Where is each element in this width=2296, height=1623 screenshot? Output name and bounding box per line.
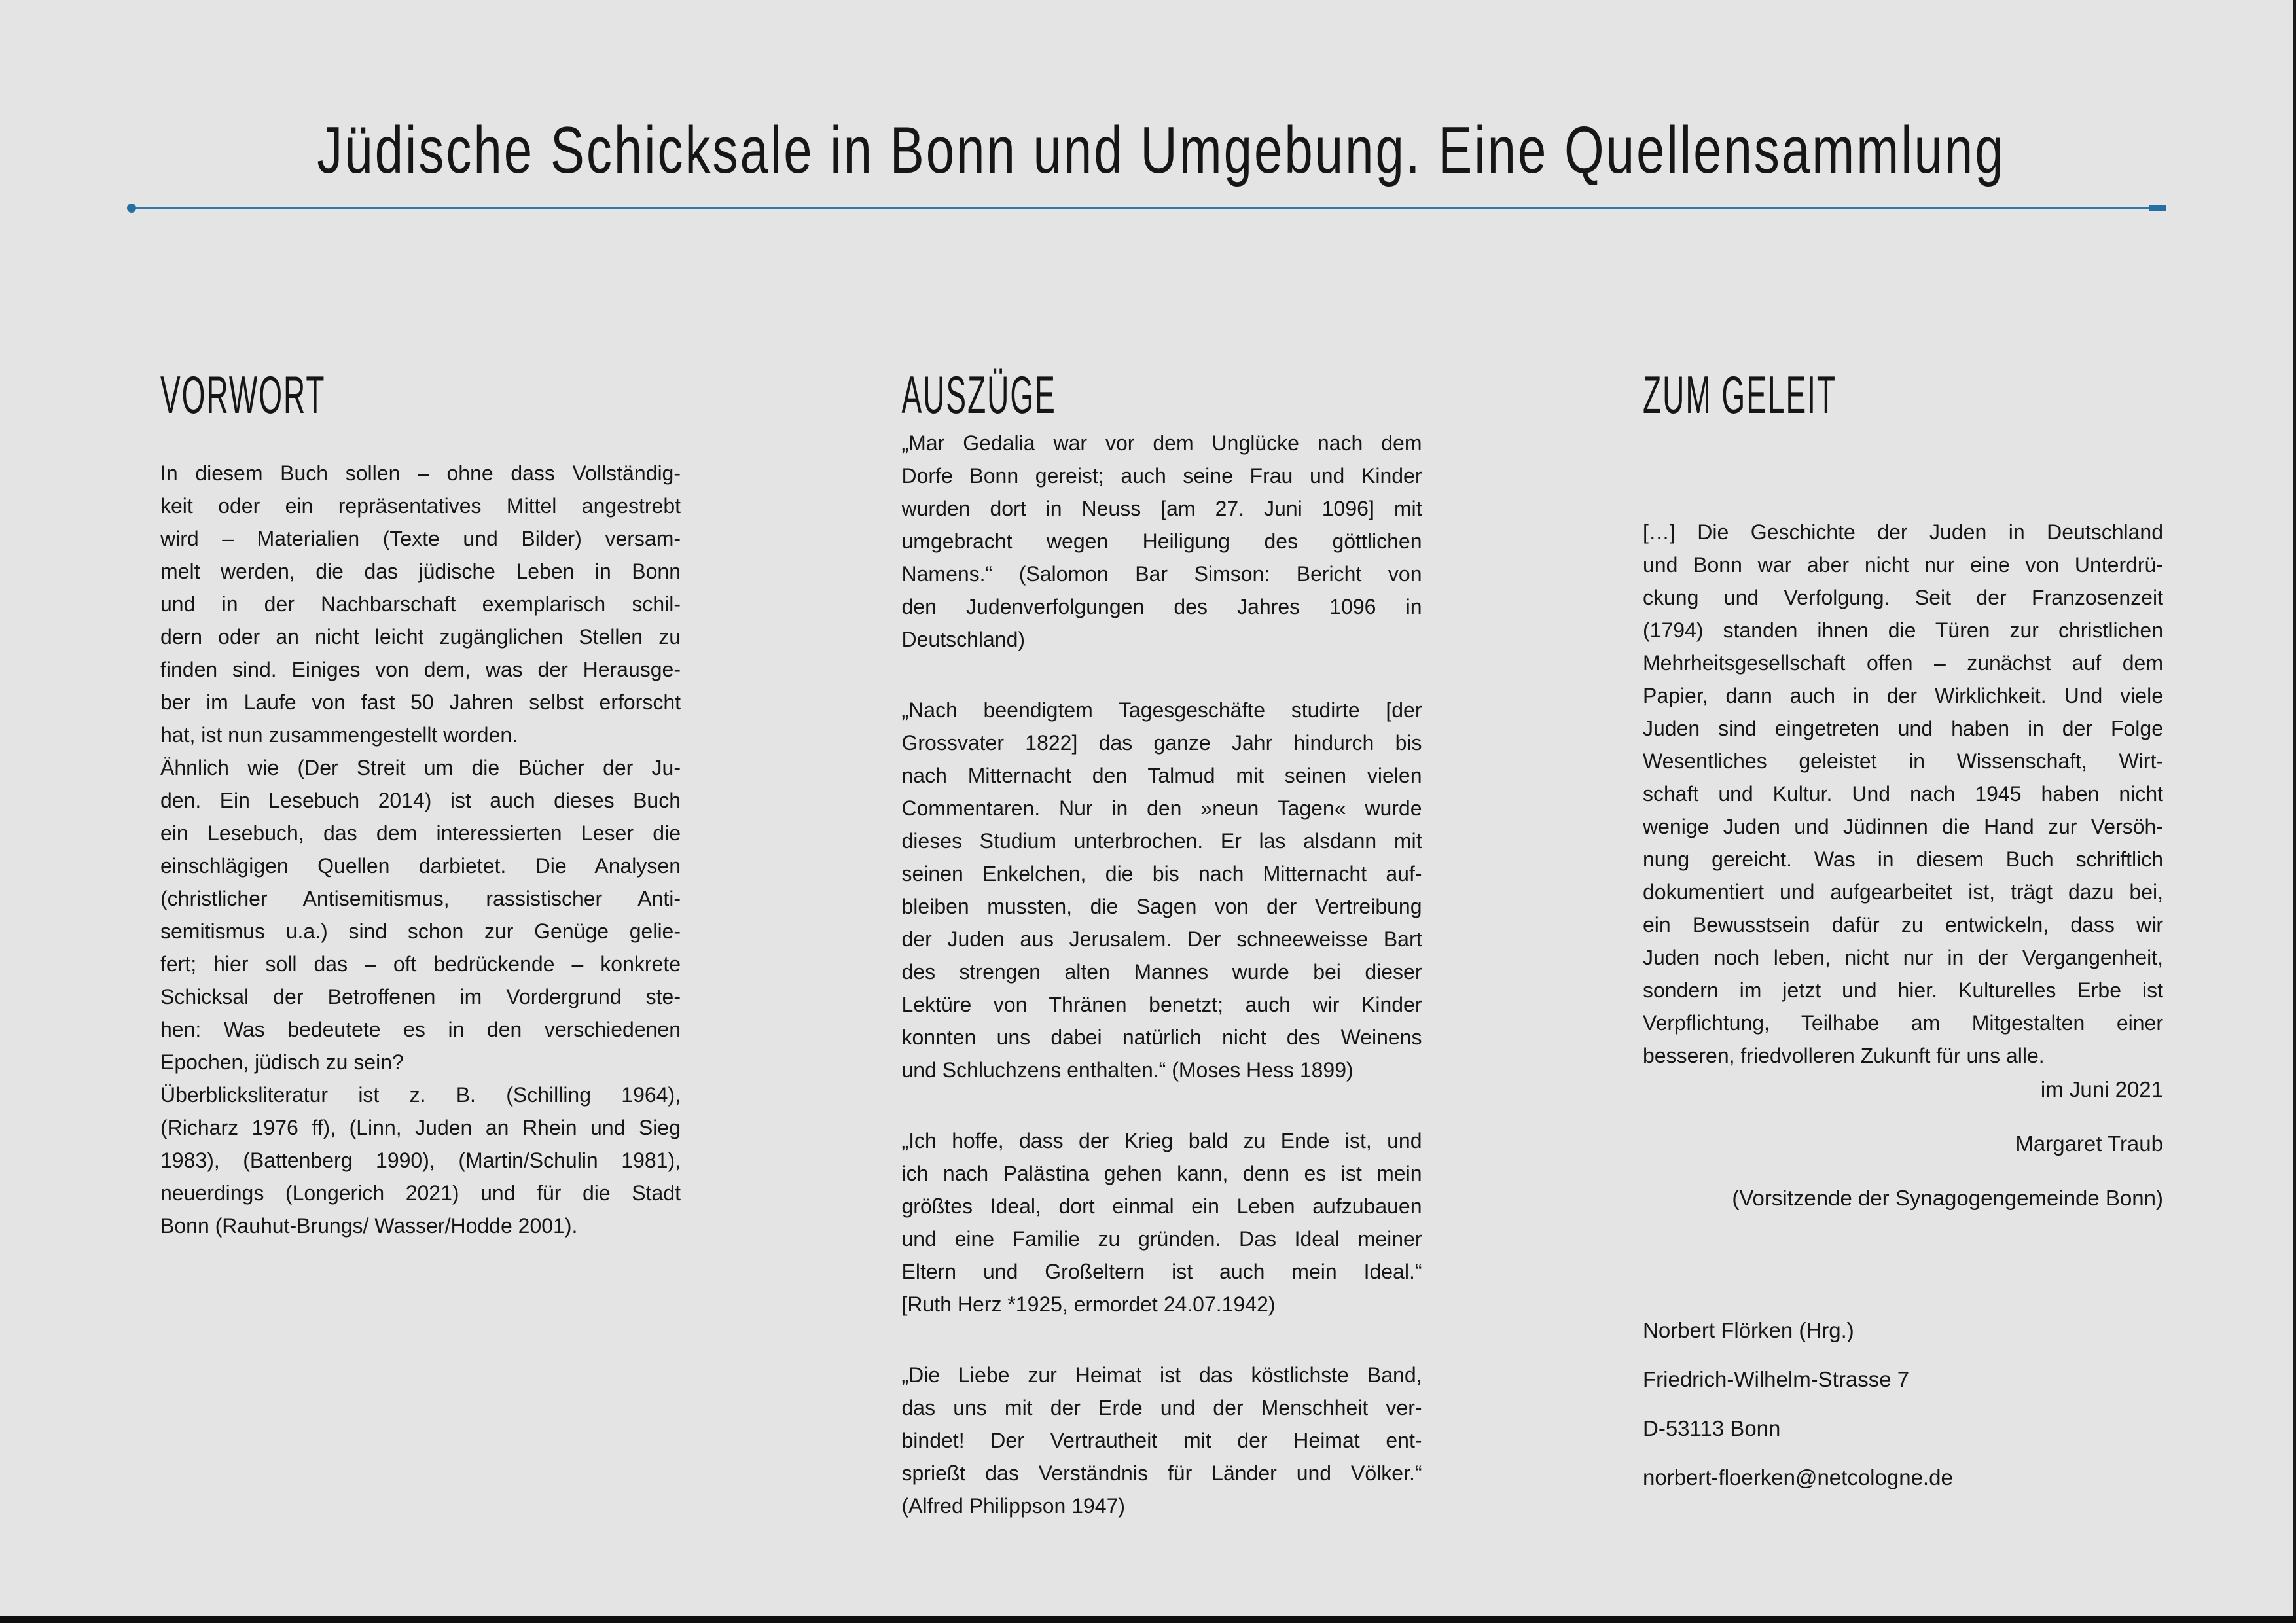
text-line: dokumentiert und aufgearbeitet ist, trägt dazu bei, xyxy=(1643,880,2163,904)
text-line: und eine Familie zu gründen. Das Ideal meiner xyxy=(901,1227,1422,1251)
contact-block xyxy=(1643,1314,2163,1494)
text-line: und Bonn war aber nicht nur eine von Unterdrü- xyxy=(1643,553,2163,577)
closing-block xyxy=(1643,1073,2163,1215)
column-paragraphs xyxy=(1643,516,2163,1072)
text-line: konnten uns dabei natürlich nicht des Weinens xyxy=(901,1026,1422,1049)
text-line: Deutschland) xyxy=(901,628,1026,651)
closing-signature: Margaret Traub xyxy=(2015,1132,2163,1156)
text-line: [Ruth Herz *1925, ermordet 24.07.1942) xyxy=(901,1293,1276,1316)
column-auszuege xyxy=(901,365,1422,1522)
text-line: 1983), (Battenberg 1990), (Martin/Schulin 1981), xyxy=(160,1149,681,1172)
text-line: (Alfred Philippson 1947) xyxy=(901,1494,1126,1518)
text-line: […] Die Geschichte der Juden in Deutschland xyxy=(1643,520,2163,544)
text-line: In diesem Buch sollen – ohne dass Vollständig- xyxy=(160,461,681,485)
text-line: ber im Laufe von fast 50 Jahren selbst erforscht xyxy=(160,690,681,714)
text-line: „Die Liebe zur Heimat ist das köstlichste Band, xyxy=(901,1363,1422,1387)
text-line: wurden dort in Neuss [am 27. Juni 1096] mit xyxy=(901,497,1422,520)
text-line: Mehrheitsgesellschaft offen – zunächst auf dem xyxy=(1643,651,2163,675)
text-line: hen: Was bedeutete es in den verschiedenen xyxy=(160,1018,681,1041)
text-line: semitismus u.a.) sind schon zur Genüge gelie- xyxy=(160,919,681,943)
section-heading-vorwort: VORWORT xyxy=(160,365,326,425)
text-line: bleiben mussten, die Sagen von der Vertreibung xyxy=(901,895,1422,918)
contact-email: norbert-floerken@netcologne.de xyxy=(1643,1465,1953,1489)
paragraph xyxy=(160,457,681,751)
closing-role: (Vorsitzende der Synagogengemeinde Bonn) xyxy=(1732,1186,2163,1210)
text-line: Dorfe Bonn gereist; auch seine Frau und Kinder xyxy=(901,464,1422,488)
text-line: Juden sind eingetreten und haben in der Folge xyxy=(1643,717,2163,740)
text-line: bindet! Der Vertrautheit mit der Heimat ent- xyxy=(901,1429,1422,1452)
closing-date: im Juni 2021 xyxy=(2040,1077,2163,1101)
section-heading-auszuege: AUSZÜGE xyxy=(901,365,1056,425)
column-paragraphs xyxy=(902,427,1422,1522)
text-line: Überblicksliteratur ist z. B. (Schilling 1964), xyxy=(160,1083,681,1107)
text-line: Epochen, jüdisch zu sein? xyxy=(160,1050,404,1074)
title-block xyxy=(160,0,2162,190)
text-line: „Mar Gedalia war vor dem Unglücke nach dem xyxy=(901,431,1422,455)
contact-city: D-53113 Bonn xyxy=(1643,1416,1781,1440)
paragraph xyxy=(160,1079,681,1242)
paragraph xyxy=(902,694,1422,1086)
rule-end-cap-icon xyxy=(2149,205,2166,211)
contact-name: Norbert Flörken (Hrg.) xyxy=(1643,1318,1854,1342)
text-line: Papier, dann auch in der Wirklichkeit. Und viele xyxy=(1643,684,2163,707)
text-line: ein Bewusstsein dafür zu entwickeln, dass wir xyxy=(1643,913,2163,936)
text-line: melt werden, die das jüdische Leben in Bonn xyxy=(160,560,681,583)
rule-start-dot-icon xyxy=(127,204,136,213)
text-line: ein Lesebuch, das dem interessierten Leser die xyxy=(160,821,681,845)
text-line: Ähnlich wie (Der Streit um die Bücher der Ju- xyxy=(160,756,681,779)
text-line: Eltern und Großeltern ist auch mein Ideal.“ xyxy=(901,1260,1422,1283)
text-line: Commentaren. Nur in den »neun Tagen« wurde xyxy=(901,796,1422,820)
text-line: (christlicher Antisemitismus, rassistischer Anti- xyxy=(160,887,681,910)
text-line: dern oder an nicht leicht zugänglichen Stellen zu xyxy=(160,625,681,649)
paragraph xyxy=(1643,516,2163,1072)
text-line: den. Ein Lesebuch 2014) ist auch dieses Buch xyxy=(160,789,681,812)
paragraph xyxy=(902,1124,1422,1321)
text-line: „Nach beendigtem Tagesgeschäfte studirte [der xyxy=(901,698,1422,722)
text-line: Juden noch leben, nicht nur in der Vergangenheit, xyxy=(1643,946,2163,969)
text-line: dieses Studium unterbrochen. Er las alsdann mit xyxy=(901,829,1422,853)
text-line: neuerdings (Longerich 2021) und für die Stadt xyxy=(160,1181,681,1205)
text-line: sondern im jetzt und hier. Kulturelles Erbe ist xyxy=(1643,978,2163,1002)
text-line: Grossvater 1822] das ganze Jahr hindurch bis xyxy=(901,731,1422,755)
title-underline xyxy=(129,207,2166,209)
text-line: seinen Enkelchen, die bis nach Mitternacht auf- xyxy=(901,862,1422,885)
text-line: finden sind. Einiges von dem, was der Herausge- xyxy=(160,658,681,681)
text-line: wenige Juden und Jüdinnen die Hand zur Versöh- xyxy=(1643,815,2163,838)
text-line: keit oder ein repräsentatives Mittel angestrebt xyxy=(160,494,681,518)
text-line: hat, ist nun zusammengestellt worden. xyxy=(160,723,518,747)
scan-edge-right xyxy=(2293,0,2296,1623)
text-line: Schicksal der Betroffenen im Vordergrund ste- xyxy=(160,985,681,1008)
text-line: umgebracht wegen Heiligung des göttlichen xyxy=(901,529,1422,553)
column-vorwort xyxy=(160,365,681,1522)
text-line: ckung und Verfolgung. Seit der Franzosenzeit xyxy=(1643,586,2163,609)
paragraph xyxy=(160,751,681,1079)
text-line: den Judenverfolgungen des Jahres 1096 in xyxy=(901,595,1422,618)
text-line: Bonn (Rauhut-Brungs/ Wasser/Hodde 2001). xyxy=(160,1214,578,1238)
paragraph xyxy=(902,427,1422,656)
text-line: nung gereicht. Was in diesem Buch schriftlich xyxy=(1643,847,2163,871)
scan-edge-bottom xyxy=(0,1616,2296,1623)
text-line: größtes Ideal, dort einmal ein Leben aufzubauen xyxy=(901,1194,1422,1218)
text-line: das uns mit der Erde und der Menschheit ver- xyxy=(901,1396,1422,1419)
column-paragraphs xyxy=(160,457,681,1242)
contact-street: Friedrich-Wilhelm-Strasse 7 xyxy=(1643,1367,1910,1391)
text-line: fert; hier soll das – oft bedrückende – konkrete xyxy=(160,952,681,976)
text-line: ich nach Palästina gehen kann, denn es ist mein xyxy=(901,1162,1422,1185)
text-line: und Schluchzens enthalten.“ (Moses Hess 1899) xyxy=(901,1058,1354,1082)
text-line: (Richarz 1976 ff), (Linn, Juden an Rhein und Sieg xyxy=(160,1116,681,1139)
text-line: sprießt das Verständnis für Länder und Völker.“ xyxy=(901,1461,1422,1485)
text-line: Namens.“ (Salomon Bar Simson: Bericht von xyxy=(901,562,1422,586)
text-line: schaft und Kultur. Und nach 1945 haben nicht xyxy=(1643,782,2163,806)
paragraph xyxy=(902,1359,1422,1522)
text-line: wird – Materialien (Texte und Bilder) versam- xyxy=(160,527,681,550)
text-line: des strengen alten Mannes wurde bei dieser xyxy=(901,960,1422,984)
text-line: der Juden aus Jerusalem. Der schneeweisse Bart xyxy=(901,927,1422,951)
three-column-layout xyxy=(160,365,2163,1522)
text-line: (1794) standen ihnen die Türen zur christlichen xyxy=(1643,618,2163,642)
text-line: einschlägigen Quellen darbietet. Die Analysen xyxy=(160,854,681,878)
text-line: besseren, friedvolleren Zukunft für uns alle. xyxy=(1643,1044,2045,1067)
page-title: Jüdische Schicksale in Bonn und Umgebung. Eine Quellensammlung xyxy=(317,112,2005,188)
text-line: Lektüre von Thränen benetzt; auch wir Kinder xyxy=(901,993,1422,1016)
text-line: nach Mitternacht den Talmud mit seinen vielen xyxy=(901,764,1422,787)
text-line: Verpflichtung, Teilhabe am Mitgestalten einer xyxy=(1643,1011,2163,1035)
section-heading-zum-geleit: ZUM GELEIT xyxy=(1643,365,1837,425)
text-line: Wesentliches geleistet in Wissenschaft, Wirt- xyxy=(1643,749,2163,773)
text-line: „Ich hoffe, dass der Krieg bald zu Ende ist, und xyxy=(901,1129,1422,1152)
text-line: und in der Nachbarschaft exemplarisch schil- xyxy=(160,592,681,616)
column-zum-geleit xyxy=(1643,365,2163,1522)
